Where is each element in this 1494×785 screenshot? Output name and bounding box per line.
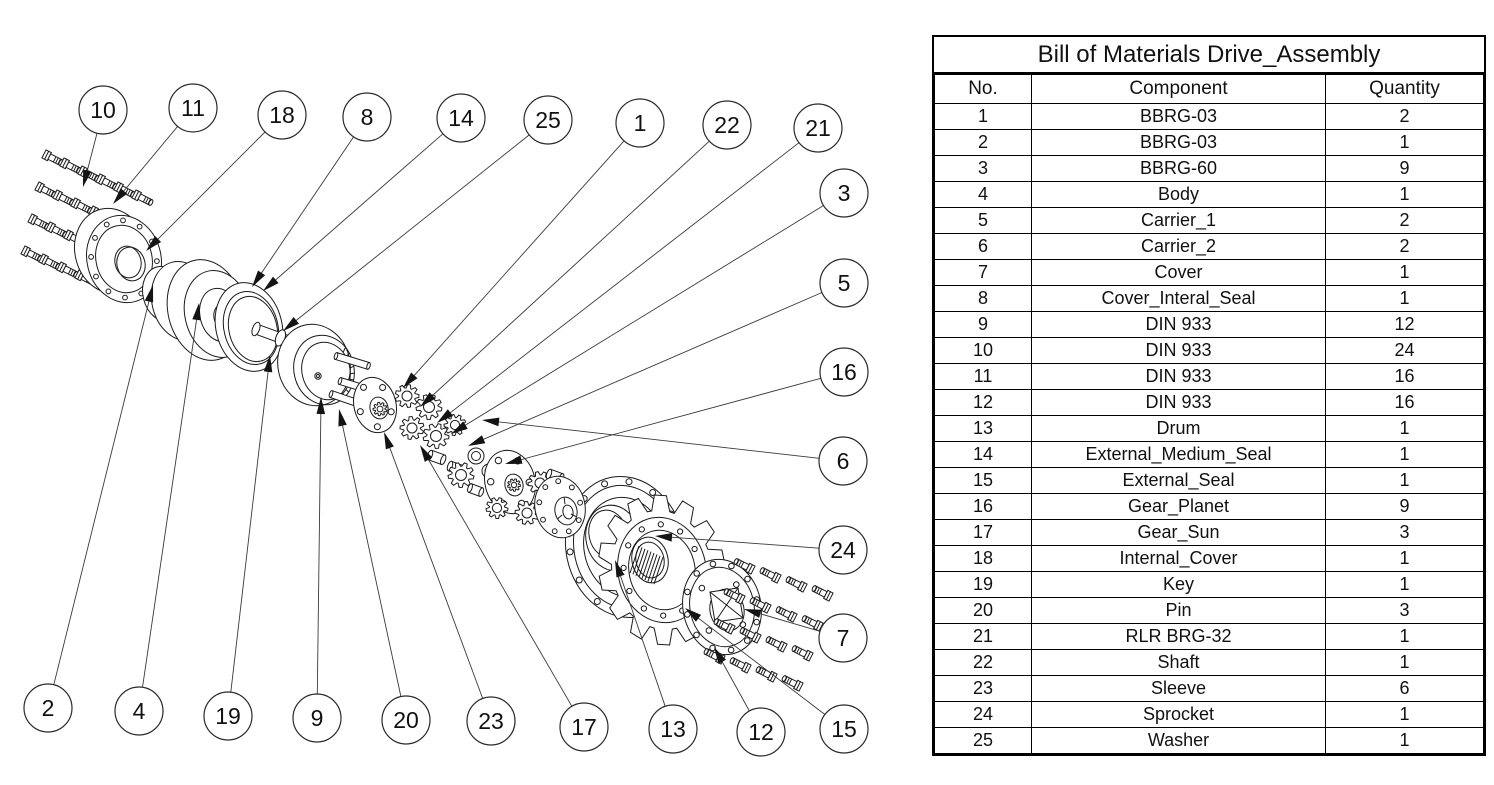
- arrowhead-icon: [384, 432, 394, 449]
- table-row: [935, 494, 1484, 520]
- arrowhead-icon: [338, 409, 346, 427]
- table-row: [935, 650, 1484, 676]
- cell-component: Carrier_1: [1032, 208, 1326, 234]
- balloon-number: 14: [448, 105, 474, 131]
- cell-quantity: 1: [1326, 442, 1484, 468]
- bom-title: Bill of Materials Drive_Assembly: [934, 37, 1484, 74]
- leader-line: [54, 285, 153, 685]
- leader-line: [451, 206, 824, 435]
- cell-quantity: 1: [1326, 286, 1484, 312]
- cell-component: BBRG-03: [1032, 130, 1326, 156]
- cell-no: 21: [935, 624, 1032, 650]
- cell-quantity: 1: [1326, 130, 1484, 156]
- cell-quantity: 16: [1326, 364, 1484, 390]
- balloon-15: [820, 705, 868, 753]
- cell-no: 25: [935, 728, 1032, 754]
- cell-no: 4: [935, 182, 1032, 208]
- table-row: [935, 520, 1484, 546]
- table-row: [935, 546, 1484, 572]
- leader-line: [146, 132, 265, 251]
- cell-quantity: 16: [1326, 390, 1484, 416]
- balloon-number: 4: [132, 698, 146, 724]
- balloon-7: [819, 614, 867, 662]
- balloon-3: [820, 169, 868, 217]
- cell-component: DIN 933: [1032, 364, 1326, 390]
- balloon-number: 6: [836, 448, 850, 474]
- balloon-number: 15: [831, 716, 857, 742]
- balloon-16: [820, 348, 868, 396]
- bolt-icon: [775, 605, 797, 622]
- cell-quantity: 9: [1326, 156, 1484, 182]
- cell-component: Internal_Cover: [1032, 546, 1326, 572]
- cell-no: 13: [935, 416, 1032, 442]
- cell-component: BBRG-03: [1032, 104, 1326, 130]
- cell-component: Pin: [1032, 598, 1326, 624]
- leader-line: [143, 303, 201, 687]
- table-row: [935, 260, 1484, 286]
- cell-component: External_Medium_Seal: [1032, 442, 1326, 468]
- balloon-18: [258, 91, 306, 139]
- cell-component: DIN 933: [1032, 390, 1326, 416]
- leader-line: [231, 355, 272, 692]
- arrowhead-icon: [482, 418, 499, 427]
- balloon-13: [649, 705, 697, 753]
- leader-line: [482, 418, 819, 459]
- cell-quantity: 9: [1326, 494, 1484, 520]
- table-row: [935, 182, 1484, 208]
- cell-no: 7: [935, 260, 1032, 286]
- balloon-number: 10: [90, 97, 116, 123]
- leader-lines: [54, 126, 825, 714]
- bolt-icon: [781, 674, 803, 691]
- cell-quantity: 3: [1326, 598, 1484, 624]
- table-row: [935, 572, 1484, 598]
- bom-header-component: Component: [1032, 75, 1326, 104]
- balloon-number: 21: [805, 115, 831, 141]
- cell-quantity: 1: [1326, 728, 1484, 754]
- table-row: [935, 156, 1484, 182]
- cell-no: 6: [935, 234, 1032, 260]
- cell-no: 2: [935, 130, 1032, 156]
- balloon-21: [794, 104, 842, 152]
- cell-no: 19: [935, 572, 1032, 598]
- balloon-23: [467, 697, 515, 745]
- table-row: [935, 364, 1484, 390]
- table-row: [935, 390, 1484, 416]
- cell-quantity: 2: [1326, 104, 1484, 130]
- cell-quantity: 1: [1326, 260, 1484, 286]
- balloon-number: 7: [836, 625, 850, 651]
- balloon-number: 20: [393, 707, 419, 733]
- bom-table: [932, 35, 1486, 756]
- bolt-icon: [785, 575, 807, 592]
- balloon-number: 13: [660, 716, 686, 742]
- balloon-number: 24: [830, 537, 856, 563]
- table-row: [935, 598, 1484, 624]
- cell-quantity: 1: [1326, 702, 1484, 728]
- cell-no: 16: [935, 494, 1032, 520]
- balloon-number: 1: [633, 110, 647, 136]
- balloon-number: 23: [478, 708, 504, 734]
- cell-component: Drum: [1032, 416, 1326, 442]
- leader-line: [113, 126, 178, 204]
- bom-header-no: No.: [935, 75, 1032, 104]
- table-row: [935, 728, 1484, 754]
- balloon-19: [204, 692, 252, 740]
- cell-no: 8: [935, 286, 1032, 312]
- balloon-24: [819, 526, 867, 574]
- balloon-4: [115, 687, 163, 735]
- leader-line: [263, 134, 443, 291]
- leader-line: [420, 141, 709, 407]
- balloon-12: [737, 708, 785, 756]
- balloon-22: [703, 101, 751, 149]
- cell-no: 11: [935, 364, 1032, 390]
- cell-quantity: 1: [1326, 182, 1484, 208]
- balloon-number: 22: [714, 112, 740, 138]
- table-row: [935, 624, 1484, 650]
- table-row: [935, 234, 1484, 260]
- cell-component: Washer: [1032, 728, 1326, 754]
- cell-no: 3: [935, 156, 1032, 182]
- balloon-number: 9: [310, 705, 324, 731]
- balloon-number: 2: [41, 695, 55, 721]
- balloon-number: 17: [571, 714, 597, 740]
- balloon-20: [382, 696, 430, 744]
- cell-quantity: 2: [1326, 208, 1484, 234]
- leader-line: [317, 397, 326, 694]
- cell-quantity: 1: [1326, 624, 1484, 650]
- table-row: [935, 468, 1484, 494]
- balloon-number: 19: [215, 703, 241, 729]
- cell-no: 14: [935, 442, 1032, 468]
- arrowhead-icon: [263, 277, 279, 291]
- cell-quantity: 1: [1326, 416, 1484, 442]
- cell-no: 5: [935, 208, 1032, 234]
- cell-quantity: 12: [1326, 312, 1484, 338]
- balloon-number: 16: [831, 359, 857, 385]
- balloon-14: [437, 94, 485, 142]
- cell-quantity: 1: [1326, 572, 1484, 598]
- balloon-17: [560, 703, 608, 751]
- cell-component: DIN 933: [1032, 338, 1326, 364]
- bolt-icon: [791, 644, 813, 661]
- cell-component: DIN 933: [1032, 312, 1326, 338]
- cell-component: Gear_Sun: [1032, 520, 1326, 546]
- bolt-icon: [755, 665, 777, 682]
- table-row: [935, 286, 1484, 312]
- table-row: [935, 702, 1484, 728]
- bolt-icon: [132, 190, 154, 207]
- balloon-6: [819, 437, 867, 485]
- cell-component: Key: [1032, 572, 1326, 598]
- balloon-number: 5: [837, 270, 851, 296]
- cell-component: Body: [1032, 182, 1326, 208]
- leader-line: [283, 135, 529, 331]
- balloon-2: [24, 684, 72, 732]
- leader-line: [252, 137, 354, 287]
- cell-no: 23: [935, 676, 1032, 702]
- leader-line: [714, 647, 749, 711]
- arrowhead-icon: [252, 271, 265, 288]
- cell-quantity: 2: [1326, 234, 1484, 260]
- arrowhead-icon: [468, 435, 485, 446]
- bom-grid: [934, 74, 1484, 754]
- leader-line: [468, 293, 822, 447]
- bolt-icon: [811, 584, 833, 601]
- table-row: [935, 312, 1484, 338]
- leader-line: [505, 378, 821, 464]
- cell-component: RLR BRG-32: [1032, 624, 1326, 650]
- balloon-9: [293, 694, 341, 742]
- cell-quantity: 6: [1326, 676, 1484, 702]
- cell-component: External_Seal: [1032, 468, 1326, 494]
- balloon-5: [820, 259, 868, 307]
- table-row: [935, 416, 1484, 442]
- cell-no: 1: [935, 104, 1032, 130]
- cell-no: 10: [935, 338, 1032, 364]
- cell-component: Gear_Planet: [1032, 494, 1326, 520]
- cell-component: BBRG-60: [1032, 156, 1326, 182]
- cell-no: 18: [935, 546, 1032, 572]
- cell-no: 24: [935, 702, 1032, 728]
- cell-quantity: 24: [1326, 338, 1484, 364]
- cell-no: 22: [935, 650, 1032, 676]
- balloon-number: 3: [837, 180, 851, 206]
- bolt-icon: [759, 566, 781, 583]
- leader-line: [403, 141, 624, 388]
- cell-no: 20: [935, 598, 1032, 624]
- bom-header-row: [935, 75, 1484, 104]
- cell-component: Sprocket: [1032, 702, 1326, 728]
- bolt-icon: [729, 656, 751, 673]
- cell-component: Shaft: [1032, 650, 1326, 676]
- cell-quantity: 1: [1326, 650, 1484, 676]
- cell-component: Carrier_2: [1032, 234, 1326, 260]
- assembly-parts: [21, 150, 833, 691]
- table-row: [935, 104, 1484, 130]
- balloon-11: [169, 84, 217, 132]
- balloon-number: 8: [360, 104, 374, 130]
- cell-no: 17: [935, 520, 1032, 546]
- balloon-number: 12: [748, 719, 774, 745]
- cell-quantity: 3: [1326, 520, 1484, 546]
- table-row: [935, 208, 1484, 234]
- balloon-number: 11: [181, 95, 205, 121]
- cell-quantity: 1: [1326, 468, 1484, 494]
- cell-quantity: 1: [1326, 546, 1484, 572]
- cell-no: 12: [935, 390, 1032, 416]
- balloon-1: [616, 99, 664, 147]
- table-row: [935, 442, 1484, 468]
- balloon-number: 25: [535, 107, 561, 133]
- cell-component: Cover_Interal_Seal: [1032, 286, 1326, 312]
- balloon-10: [79, 86, 127, 134]
- table-row: [935, 338, 1484, 364]
- balloon-number: 18: [269, 102, 295, 128]
- balloon-25: [524, 96, 572, 144]
- balloon-8: [343, 93, 391, 141]
- bom-header-quantity: Quantity: [1326, 75, 1484, 104]
- table-row: [935, 676, 1484, 702]
- bolt-icon: [765, 635, 787, 652]
- cell-no: 9: [935, 312, 1032, 338]
- cell-no: 15: [935, 468, 1032, 494]
- cell-component: Cover: [1032, 260, 1326, 286]
- table-row: [935, 130, 1484, 156]
- cell-component: Sleeve: [1032, 676, 1326, 702]
